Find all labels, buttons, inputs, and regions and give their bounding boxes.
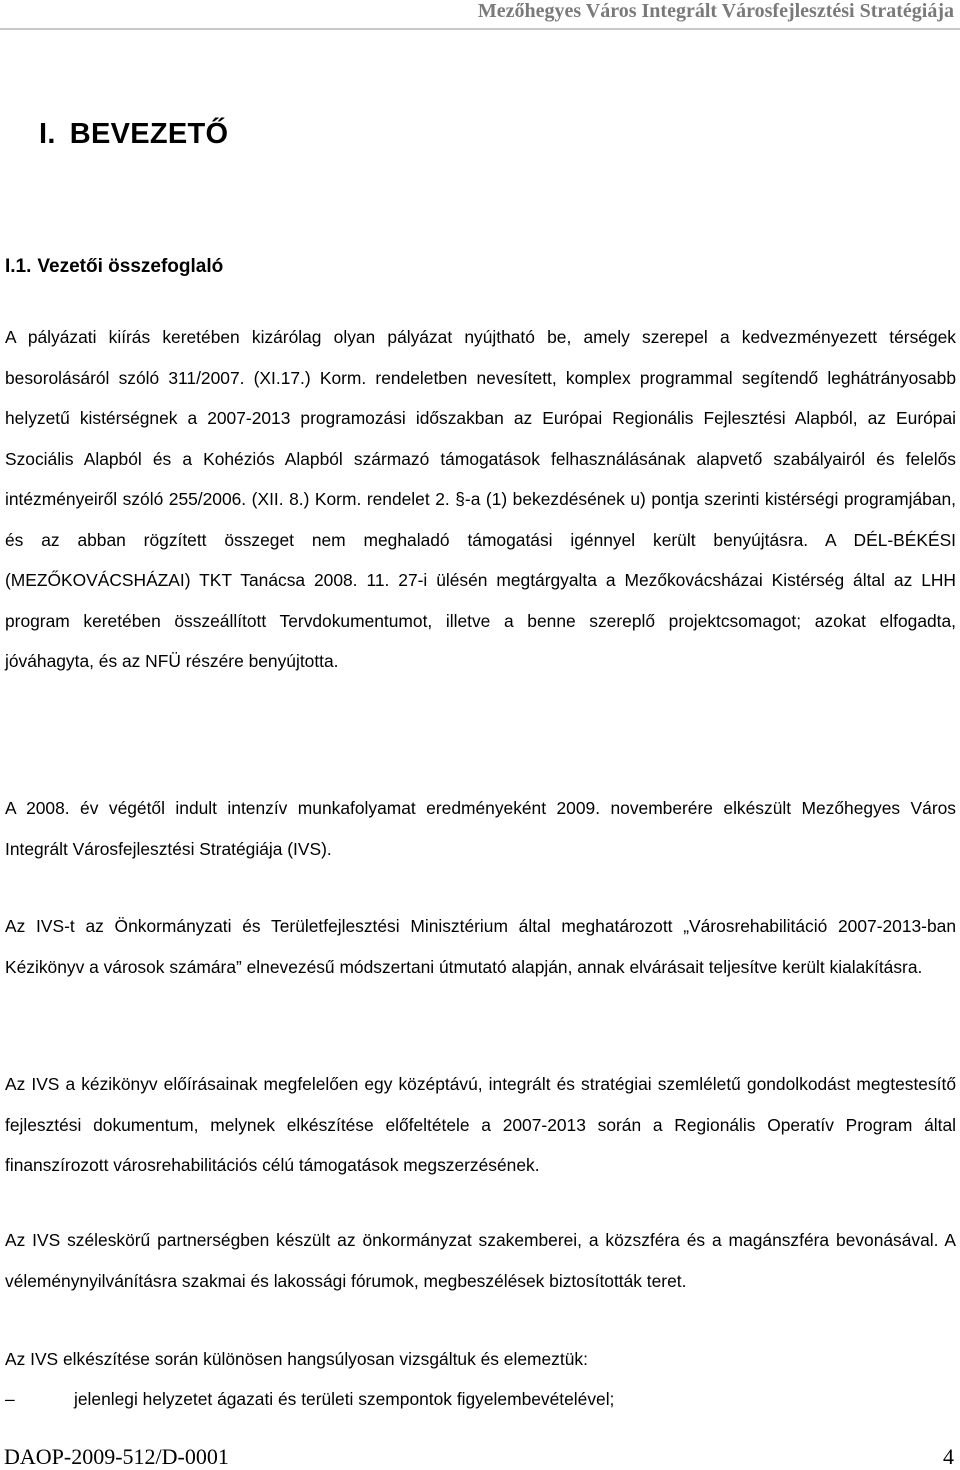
paragraph-tender-background: A pályázati kiírás keretében kizárólag olyan pályázat nyújtható be, amely szerepel a kedvezményezett térségek besorolásáról szóló 311/2007. (XI.17.) Korm. rendeletben nevesített, komplex programmal segítendő leghátrányosabb helyzetű kistérségnek a 2007-2013 programozási időszakban az Európai Regionális Fejlesztési Alapból, az Európai Szociális Alapból és a Kohéziós Alapból származó támogatások felhasználásának alapvető szabályairól és felelős intézményeiről szóló 255/2006. (XII. 8.) Korm. rendelet 2. §-a (1) bekezdésének u) pontja szerinti kistérségi programjában, és az abban rögzített összeget nem meghaladó támogatási igénnyel került benyújtásra. A DÉL-BÉKÉSI (MEZŐKOVÁCSHÁZAI) TKT Tanácsa 2008. 11. 27-i ülésén megtárgyalta a Mezőkovácsházai Kistérség által az LHH program keretében összeállított Tervdokumentumot, illetve a benne szereplő projektcsomagot; azokat elfogadta, jóváhagyta, és az NFÜ részére benyújtotta. <box>5 327 956 671</box>
list-item <box>5 1379 956 1420</box>
chapter-title: BEVEZETŐ <box>69 118 229 150</box>
header-divider <box>0 28 960 30</box>
paragraph-ivs-analysis-intro: Az IVS elkészítése során különösen hangsúlyosan vizsgáltuk és elemeztük: <box>5 1349 588 1369</box>
section-heading <box>5 256 223 278</box>
paragraph-ivs-completion: A 2008. év végétől indult intenzív munkafolyamat eredményeként 2009. novemberére elkészült Mezőhegyes Város Integrált Városfejlesztési Stratégiája (IVS). <box>5 798 956 859</box>
header-title: Mezőhegyes Város Integrált Városfejlesztési Stratégiája <box>477 0 954 22</box>
footer-page-number: 4 <box>943 1444 954 1469</box>
list-item-text: jelenlegi helyzetet ágazati és területi szempontok figyelembevételével; <box>74 1389 615 1409</box>
chapter-heading <box>39 118 228 151</box>
footer-document-code: DAOP-2009-512/D-0001 <box>4 1444 229 1469</box>
section-title: Vezetői összefoglaló <box>37 256 224 277</box>
section-number: I.1. <box>5 256 32 277</box>
list-dash-marker: – <box>5 1389 15 1409</box>
paragraph-ivs-methodology: Az IVS-t az Önkormányzati és Területfejlesztési Minisztérium által meghatározott „Városrehabilitáció 2007-2013-ban Kézikönyv a városok számára” elnevezésű módszertani útmutató alapján, annak elvárásait teljesítve került kialakításra. <box>5 916 956 977</box>
paragraph-ivs-partnership: Az IVS széleskörű partnerségben készült az önkormányzat szakemberei, a közszféra és a magánszféra bevonásával. A véleménynyilvánításra szakmai és lakossági fórumok, megbeszélések biztosították teret. <box>5 1230 956 1291</box>
paragraph-ivs-purpose: Az IVS a kézikönyv előírásainak megfelelően egy középtávú, integrált és stratégiai szemléletű gondolkodást megtestesítő fejlesztési dokumentum, melynek elkészítése előfeltétele a 2007-2013 során a Regionális Operatív Program által finanszírozott városrehabilitációs célú támogatások megszerzésének. <box>5 1074 956 1175</box>
chapter-number: I. <box>39 118 56 150</box>
